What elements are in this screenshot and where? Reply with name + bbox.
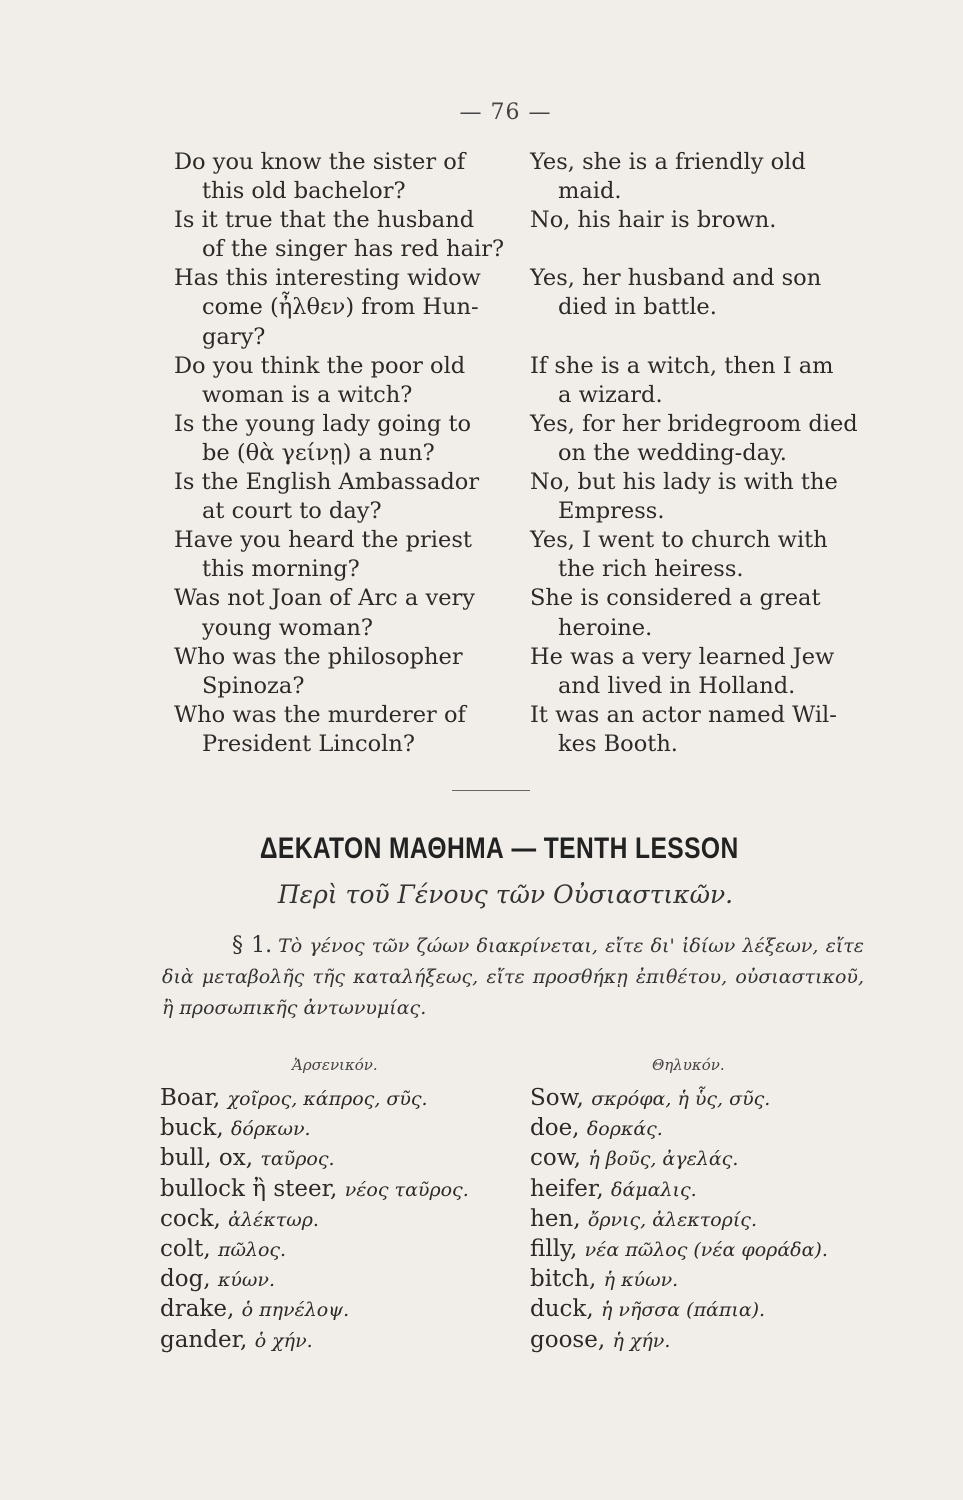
english-word: drake, xyxy=(160,1296,235,1323)
answer xyxy=(530,352,862,410)
answer xyxy=(530,643,862,701)
answer-line: She is considered a great xyxy=(530,585,821,612)
question-line: Is it true that the husband xyxy=(174,207,475,234)
answer xyxy=(530,264,862,322)
vocab-entry xyxy=(160,1295,510,1325)
feminine-heading: Θηλυκόν. xyxy=(652,1056,725,1074)
feminine-vocab-list xyxy=(530,1084,870,1356)
answer-continuation: and lived in Holland. xyxy=(558,672,796,699)
vocab-entry xyxy=(530,1175,870,1205)
question xyxy=(174,264,512,351)
answer-continuation: heroine. xyxy=(558,614,653,641)
section-divider xyxy=(452,790,530,791)
answer xyxy=(530,148,862,206)
question-continuation: be (θὰ γείνῃ) a nun? xyxy=(202,439,435,466)
greek-translation: ἡ βοῦς, ἀγελάς. xyxy=(588,1148,739,1171)
vocab-entry xyxy=(530,1144,870,1174)
answer-continuation: kes Booth. xyxy=(558,730,678,757)
vocab-entry xyxy=(530,1295,870,1325)
greek-translation: ἡ κύων. xyxy=(603,1269,679,1292)
vocab-entry xyxy=(160,1144,510,1174)
question xyxy=(174,701,512,759)
english-word: dog, xyxy=(160,1266,211,1293)
question-line: Has this interesting widow xyxy=(174,265,481,292)
question-line: Who was the murderer of xyxy=(174,701,466,728)
question xyxy=(174,526,512,584)
question-line: Was not Joan of Arc a very xyxy=(174,585,475,612)
english-word: hen, xyxy=(530,1205,581,1232)
answer xyxy=(530,526,862,584)
greek-translation: ὁ πηνέλοψ. xyxy=(241,1299,350,1322)
question-line: Is the young lady going to xyxy=(174,410,472,437)
greek-translation: δόρκων. xyxy=(230,1118,311,1141)
english-word: cow, xyxy=(530,1145,581,1172)
lesson-paragraph xyxy=(162,930,864,1024)
greek-translation: νέα πῶλος (νέα φοράδα). xyxy=(584,1239,828,1262)
vocab-entry xyxy=(530,1205,870,1235)
answer-line: If she is a witch, then I am xyxy=(530,352,834,379)
lesson-subtitle: Περὶ τοῦ Γένους τῶν Οὐσιαστικῶν. xyxy=(277,880,734,909)
question-line: Is the English Ambassador xyxy=(174,469,480,496)
english-word: bull, ox, xyxy=(160,1145,253,1172)
english-word: goose, xyxy=(530,1326,606,1353)
blank-line xyxy=(530,235,862,264)
question-continuation: young woman? xyxy=(202,614,373,641)
answer xyxy=(530,701,862,759)
vocab-entry xyxy=(160,1235,510,1265)
vocab-entry xyxy=(160,1175,510,1205)
answer-continuation: died in battle. xyxy=(558,294,717,321)
english-word: Sow, xyxy=(530,1085,584,1111)
answer xyxy=(530,410,862,468)
vocab-entry xyxy=(530,1114,870,1144)
vocab-entry xyxy=(160,1326,510,1356)
english-word: colt, xyxy=(160,1236,211,1263)
english-word: buck, xyxy=(160,1115,224,1142)
answer-line: Yes, I went to church with xyxy=(530,527,828,554)
question-continuation: woman is a witch? xyxy=(202,381,413,408)
masculine-vocab-list xyxy=(160,1084,510,1356)
question-line: Do you think the poor old xyxy=(174,352,466,379)
answer-continuation: Empress. xyxy=(558,498,665,525)
english-word: bullock ἢ steer, xyxy=(160,1175,338,1202)
answer-line: Yes, for her bridegroom died xyxy=(530,410,858,437)
vocab-entry xyxy=(160,1114,510,1144)
answer xyxy=(530,206,862,235)
answer-continuation: a wizard. xyxy=(558,381,663,408)
vocab-entry xyxy=(530,1326,870,1356)
question xyxy=(174,410,512,468)
greek-translation: ἡ νῆσσα (πάπια). xyxy=(600,1299,766,1322)
answer-continuation: the rich heiress. xyxy=(558,556,744,583)
greek-translation: χοῖρος, κάπρος, σῦς. xyxy=(227,1088,428,1110)
question-continuation: Spinoza? xyxy=(202,672,305,699)
question xyxy=(174,643,512,701)
greek-translation: πῶλος. xyxy=(217,1239,287,1262)
greek-translation: δορκάς. xyxy=(586,1118,663,1141)
answer xyxy=(530,584,862,642)
english-word: bitch, xyxy=(530,1266,597,1293)
english-word: gander, xyxy=(160,1326,248,1353)
answer-line: Yes, she is a friendly old xyxy=(530,149,806,175)
question-continuation: come (ἦλθεν) from Hun- xyxy=(202,294,479,321)
english-word: doe, xyxy=(530,1115,580,1142)
answer-continuation: on the wedding-day. xyxy=(558,439,787,466)
greek-translation: ὄρνις, ἀλεκτορίς. xyxy=(587,1208,757,1231)
question xyxy=(174,206,512,264)
vocab-entry xyxy=(530,1235,870,1265)
answer-line: It was an actor named Wil- xyxy=(530,701,837,728)
greek-translation: κύων. xyxy=(217,1269,276,1292)
answer-line: No, his hair is brown. xyxy=(530,207,777,234)
question-continuation: at court to day? xyxy=(202,498,382,525)
question xyxy=(174,148,512,206)
question xyxy=(174,352,512,410)
english-word: duck, xyxy=(530,1296,594,1323)
question-continuation: this morning? xyxy=(202,556,360,583)
question xyxy=(174,468,512,526)
answer xyxy=(530,468,862,526)
greek-translation: ἡ χήν. xyxy=(612,1329,671,1352)
questions-column xyxy=(174,148,512,759)
greek-translation: ταῦρος. xyxy=(260,1148,335,1171)
vocab-entry xyxy=(530,1265,870,1295)
question xyxy=(174,584,512,642)
answer-line: No, but his lady is with the xyxy=(530,469,838,496)
question-continuation: President Lincoln? xyxy=(202,730,415,757)
masculine-heading: Ἀρσενικόν. xyxy=(292,1056,378,1074)
lesson-title: ΔΕΚΑΤΟΝ ΜΑΘΗΜΑ — TENTH LESSON xyxy=(259,832,739,865)
english-word: heifer, xyxy=(530,1175,604,1202)
english-word: filly, xyxy=(530,1236,578,1263)
section-mark: § 1. xyxy=(232,933,273,958)
answers-column xyxy=(530,148,862,759)
answer-continuation: maid. xyxy=(558,178,622,205)
question-line: Have you heard the priest xyxy=(174,527,472,554)
answer-line: Yes, her husband and son xyxy=(530,265,822,292)
vocab-entry xyxy=(530,1084,870,1114)
english-word: cock, xyxy=(160,1205,221,1232)
page-number: — 76 — xyxy=(459,100,552,125)
greek-translation: νέος ταῦρος. xyxy=(344,1178,469,1201)
question-continuation: of the singer has red hair? xyxy=(202,236,505,263)
english-word: Boar, xyxy=(160,1085,221,1111)
paragraph-text: Τὸ γένος τῶν ζώων διακρίνεται, εἴτε δι' ἰδίων λέξεων, εἴτε διὰ μεταβολῆς τῆς καταλήξεως, εἴτε προσθήκῃ ἐπιθέτου, οὐσιαστικοῦ, ἢ προσωπικῆς ἀντωνυμίας. xyxy=(162,935,864,1019)
answer-line: He was a very learned Jew xyxy=(530,643,835,670)
vocab-entry xyxy=(160,1205,510,1235)
vocab-entry xyxy=(160,1265,510,1295)
greek-translation: σκρόφα, ἡ ὗς, σῦς. xyxy=(591,1088,771,1110)
greek-translation: ὁ χήν. xyxy=(254,1329,313,1352)
question-line: Who was the philosopher xyxy=(174,643,463,670)
question-line: Do you know the sister of xyxy=(174,149,466,175)
blank-line xyxy=(530,323,862,352)
vocab-entry xyxy=(160,1084,510,1114)
greek-translation: δάμαλις. xyxy=(611,1178,697,1201)
question-continuation: this old bachelor? xyxy=(202,178,406,205)
question-continuation: gary? xyxy=(202,323,266,350)
greek-translation: ἀλέκτωρ. xyxy=(228,1208,319,1231)
